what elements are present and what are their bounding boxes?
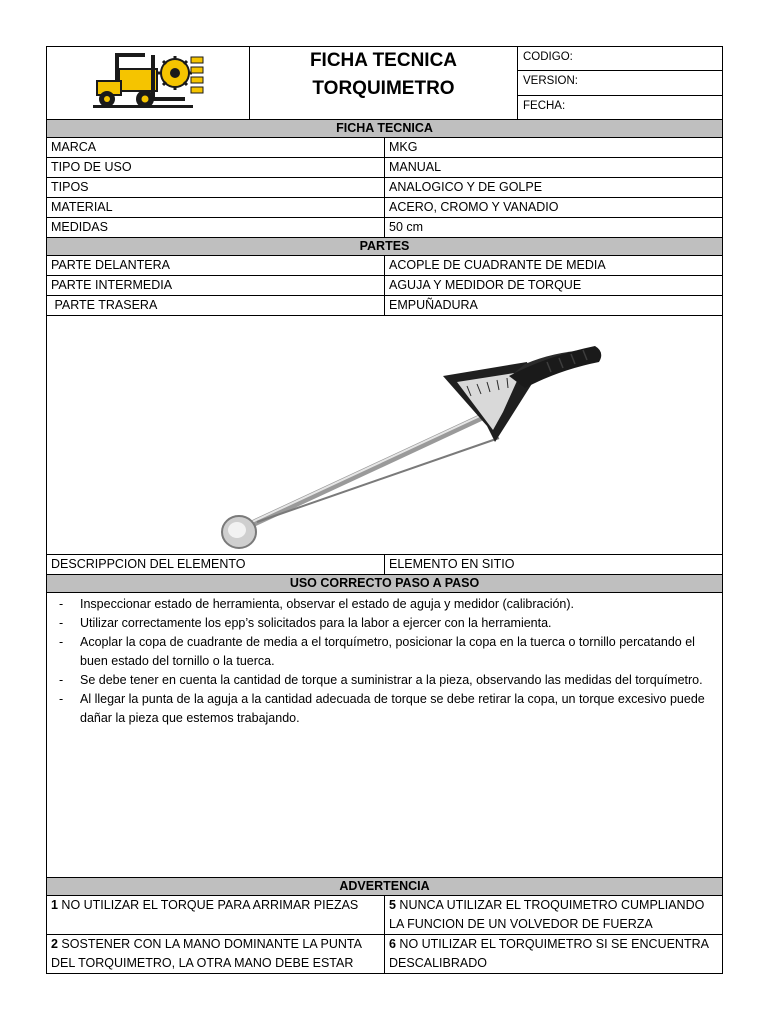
row-value: 50 cm — [385, 218, 723, 238]
warning-number: 6 — [389, 937, 396, 951]
row-value: MANUAL — [385, 158, 723, 178]
row-label: TIPO DE USO — [47, 158, 385, 178]
warning-item — [47, 896, 385, 935]
steps-cell — [47, 593, 723, 878]
document-title — [250, 47, 518, 120]
row-value: AGUJA Y MEDIDOR DE TORQUE — [385, 276, 723, 296]
table-row — [47, 138, 723, 158]
document-sheet — [46, 46, 722, 974]
row-label: PARTE TRASERA — [47, 296, 385, 316]
list-item: - Se debe tener en cuenta la cantidad de torque a suministrar a la pieza, observando las medidas del torquímetro. — [53, 671, 716, 690]
row-label: MEDIDAS — [47, 218, 385, 238]
logo-cell — [47, 47, 250, 120]
row-value: ACERO, CROMO Y VANADIO — [385, 198, 723, 218]
row-label: TIPOS — [47, 178, 385, 198]
header-table — [46, 46, 723, 120]
row-value: MKG — [385, 138, 723, 158]
warning-text: NO UTILIZAR EL TORQUE PARA ARRIMAR PIEZAS — [57, 898, 359, 912]
advertencia-section-title: ADVERTENCIA — [47, 878, 723, 896]
table-row — [47, 178, 723, 198]
ficha-section-title: FICHA TECNICA — [47, 120, 723, 138]
image-caption-right: ELEMENTO EN SITIO — [385, 555, 723, 575]
table-row — [47, 256, 723, 276]
row-label: MARCA — [47, 138, 385, 158]
image-caption-left: DESCRIPPCION DEL ELEMENTO — [47, 555, 385, 575]
warning-number: 2 — [51, 937, 58, 951]
body-table — [46, 119, 723, 974]
version-field: VERSION: — [518, 71, 723, 95]
fecha-field: FECHA: — [518, 95, 723, 119]
warning-number: 1 — [51, 898, 58, 912]
row-value: ACOPLE DE CUADRANTE DE MEDIA — [385, 256, 723, 276]
table-row — [47, 276, 723, 296]
torque-wrench-image — [47, 316, 723, 554]
row-value: EMPUÑADURA — [385, 296, 723, 316]
warning-text: NUNCA UTILIZAR EL TROQUIMETRO CUMPLIANDO LA FUNCION DE UN VOLVEDOR DE FUERZA — [389, 898, 705, 931]
warning-text: SOSTENER CON LA MANO DOMINANTE LA PUNTA DEL TORQUIMETRO, LA OTRA MANO DEBE ESTAR — [51, 937, 362, 970]
table-row — [47, 158, 723, 178]
warning-text: NO UTILIZAR EL TORQUIMETRO SI SE ENCUENTRA DESCALIBRADO — [389, 937, 709, 970]
warning-number: 5 — [389, 898, 396, 912]
partes-section-title: PARTES — [47, 238, 723, 256]
row-label: MATERIAL — [47, 198, 385, 218]
list-item: - Utilizar correctamente los epp’s solicitados para la labor a ejercer con la herramienta. — [53, 614, 716, 633]
table-row — [47, 198, 723, 218]
list-item: - Acoplar la copa de cuadrante de media a el torquímetro, posicionar la copa en la tuerca o tornillo percatando el buen estado del tornillo o la tuerca. — [53, 633, 716, 671]
row-value: ANALOGICO Y DE GOLPE — [385, 178, 723, 198]
list-item: - Al llegar la punta de la aguja a la cantidad adecuada de torque se debe retirar la copa, un torque excesivo puede dañar la pieza que estemos trabajando. — [53, 690, 716, 728]
list-item: - Inspeccionar estado de herramienta, observar el estado de aguja y medidor (calibración). — [53, 595, 716, 614]
uso-section-title: USO CORRECTO PASO A PASO — [47, 575, 723, 593]
table-row — [47, 218, 723, 238]
codigo-field: CODIGO: — [518, 47, 723, 71]
title-line-2: TORQUIMETRO — [312, 78, 455, 99]
title-line-1: FICHA TECNICA — [309, 50, 458, 71]
warning-item — [385, 896, 723, 935]
row-label: PARTE INTERMEDIA — [47, 276, 385, 296]
steps-list — [53, 595, 716, 728]
warning-item — [385, 935, 723, 974]
row-label: PARTE DELANTERA — [47, 256, 385, 276]
table-row — [47, 296, 723, 316]
warning-item — [47, 935, 385, 974]
forklift-gear-logo-icon — [47, 47, 250, 113]
image-cell — [47, 316, 723, 555]
